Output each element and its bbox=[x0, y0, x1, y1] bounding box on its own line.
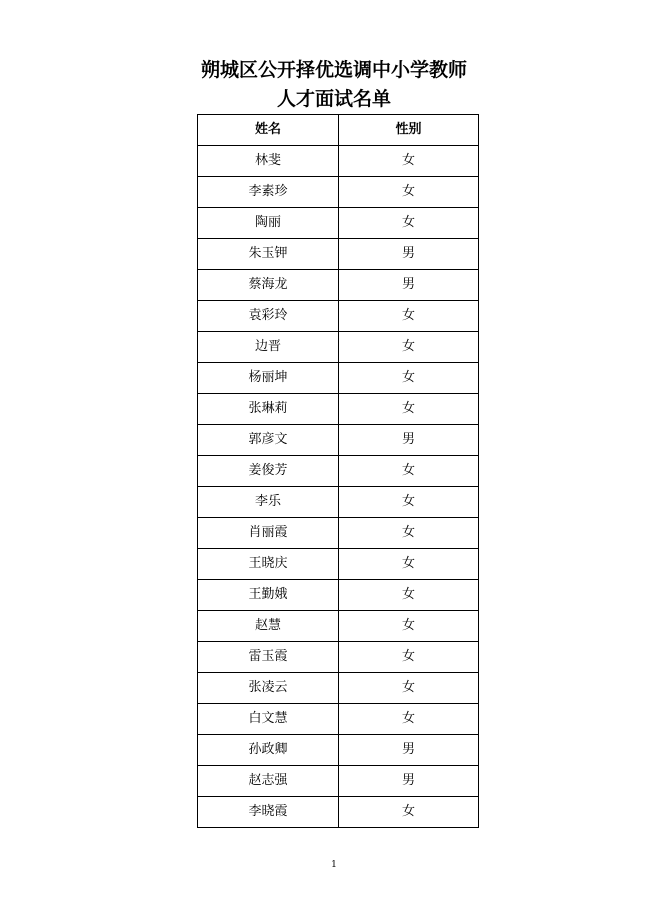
name-cell: 李晓霞 bbox=[198, 797, 339, 828]
table-row bbox=[198, 394, 479, 425]
name-cell: 孙政卿 bbox=[198, 735, 339, 766]
name-cell: 李素珍 bbox=[198, 177, 339, 208]
gender-cell: 女 bbox=[339, 580, 479, 611]
gender-cell: 男 bbox=[339, 239, 479, 270]
table-row bbox=[198, 270, 479, 301]
name-cell: 杨丽坤 bbox=[198, 363, 339, 394]
table-row bbox=[198, 766, 479, 797]
name-cell: 肖丽霞 bbox=[198, 518, 339, 549]
table-row bbox=[198, 487, 479, 518]
table-row bbox=[198, 642, 479, 673]
gender-cell: 女 bbox=[339, 704, 479, 735]
name-cell: 雷玉霞 bbox=[198, 642, 339, 673]
gender-cell: 女 bbox=[339, 611, 479, 642]
table-row bbox=[198, 518, 479, 549]
document-title: 朔城区公开择优选调中小学教师 bbox=[200, 59, 467, 81]
name-cell: 朱玉钾 bbox=[198, 239, 339, 270]
name-cell: 王晓庆 bbox=[198, 549, 339, 580]
name-cell: 李乐 bbox=[198, 487, 339, 518]
gender-cell: 女 bbox=[339, 549, 479, 580]
name-cell: 姜俊芳 bbox=[198, 456, 339, 487]
gender-cell: 女 bbox=[339, 797, 479, 828]
gender-cell: 女 bbox=[339, 456, 479, 487]
name-cell: 陶丽 bbox=[198, 208, 339, 239]
name-cell: 边晋 bbox=[198, 332, 339, 363]
name-cell: 蔡海龙 bbox=[198, 270, 339, 301]
table-row bbox=[198, 363, 479, 394]
gender-cell: 女 bbox=[339, 208, 479, 239]
gender-cell: 女 bbox=[339, 673, 479, 704]
table-body bbox=[198, 146, 479, 828]
gender-cell: 女 bbox=[339, 146, 479, 177]
name-cell: 王勤娥 bbox=[198, 580, 339, 611]
page-number: 1 bbox=[331, 860, 337, 870]
gender-cell: 男 bbox=[339, 735, 479, 766]
gender-cell: 女 bbox=[339, 332, 479, 363]
table-row bbox=[198, 549, 479, 580]
table-row bbox=[198, 611, 479, 642]
column-header-gender: 性别 bbox=[339, 115, 479, 146]
gender-cell: 男 bbox=[339, 270, 479, 301]
table-row bbox=[198, 797, 479, 828]
table-row bbox=[198, 704, 479, 735]
table-row bbox=[198, 735, 479, 766]
name-cell: 赵慧 bbox=[198, 611, 339, 642]
gender-cell: 男 bbox=[339, 766, 479, 797]
table-row bbox=[198, 332, 479, 363]
column-header-name: 姓名 bbox=[198, 115, 339, 146]
name-cell: 郭彦文 bbox=[198, 425, 339, 456]
gender-cell: 女 bbox=[339, 177, 479, 208]
interview-roster-table bbox=[197, 114, 479, 828]
table-row bbox=[198, 208, 479, 239]
name-cell: 张凌云 bbox=[198, 673, 339, 704]
gender-cell: 女 bbox=[339, 487, 479, 518]
table-row bbox=[198, 239, 479, 270]
table-row bbox=[198, 425, 479, 456]
gender-cell: 女 bbox=[339, 394, 479, 425]
name-cell: 白文慧 bbox=[198, 704, 339, 735]
table-row bbox=[198, 673, 479, 704]
table-row bbox=[198, 456, 479, 487]
gender-cell: 男 bbox=[339, 425, 479, 456]
table-row bbox=[198, 301, 479, 332]
document-subtitle: 人才面试名单 bbox=[276, 88, 391, 110]
gender-cell: 女 bbox=[339, 642, 479, 673]
name-cell: 赵志强 bbox=[198, 766, 339, 797]
name-cell: 林斐 bbox=[198, 146, 339, 177]
name-cell: 袁彩玲 bbox=[198, 301, 339, 332]
gender-cell: 女 bbox=[339, 301, 479, 332]
table-row bbox=[198, 580, 479, 611]
gender-cell: 女 bbox=[339, 518, 479, 549]
name-cell: 张琳莉 bbox=[198, 394, 339, 425]
table-row bbox=[198, 177, 479, 208]
table-header-row bbox=[198, 115, 479, 146]
gender-cell: 女 bbox=[339, 363, 479, 394]
table-row bbox=[198, 146, 479, 177]
